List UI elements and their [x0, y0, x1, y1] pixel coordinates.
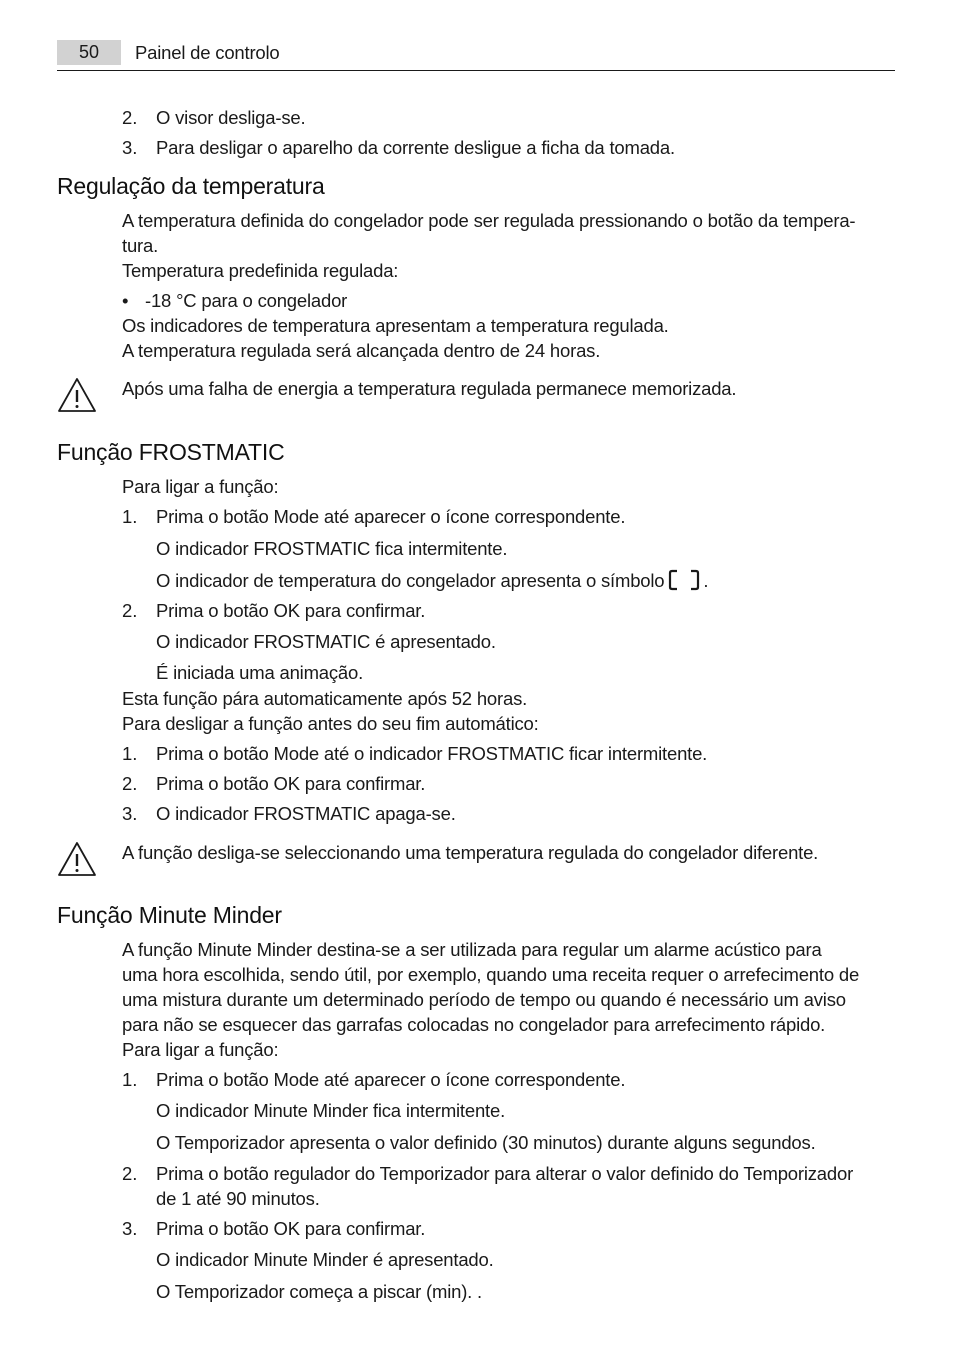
step-text: Para desligar o aparelho da corrente desligue a ficha da tomada.: [156, 137, 675, 158]
page-number: 50: [78, 42, 100, 62]
paragraph-line: Para ligar a função:: [122, 1039, 279, 1060]
step-text: O indicador FROSTMATIC fica intermitente.: [156, 538, 508, 559]
paragraph-line: tura.: [122, 235, 159, 256]
step-text: Prima o botão Mode até aparecer o ícone correspondente.: [156, 1069, 626, 1090]
step-text: O indicador FROSTMATIC é apresentado.: [156, 631, 496, 652]
bullet-text: -18 °C para o congelador: [145, 290, 348, 311]
step-text: O indicador de temperatura do congelador apresenta o símbolo: [156, 570, 665, 591]
paragraph-line: Esta função pára automaticamente após 52 horas.: [122, 688, 528, 709]
step-number: 1.: [122, 1069, 138, 1090]
header-rule: [57, 70, 895, 71]
paragraph-line: Os indicadores de temperatura apresentam a temperatura regulada.: [122, 315, 669, 336]
step-text-suffix: .: [703, 570, 709, 591]
step-number: 2.: [122, 1163, 138, 1184]
section-title: Painel de controlo: [135, 42, 280, 63]
section-heading-frostmatic: Função FROSTMATIC: [57, 439, 285, 465]
paragraph-line: Temperatura predefinida regulada:: [122, 260, 399, 281]
section-heading-minute-minder: Função Minute Minder: [57, 902, 282, 928]
step-text: O indicador Minute Minder fica intermitente.: [156, 1100, 506, 1121]
bracket-frame-icon: [668, 569, 700, 591]
warning-text: Após uma falha de energia a temperatura regulada permanece memorizada.: [122, 378, 737, 399]
step-text: de 1 até 90 minutos.: [156, 1188, 320, 1209]
step-number: 3.: [122, 803, 138, 824]
warning-triangle-icon: [57, 841, 97, 877]
warning-triangle-icon: [57, 377, 97, 413]
step-number: 2.: [122, 600, 138, 621]
step-text: O Temporizador começa a piscar (min). .: [156, 1281, 482, 1302]
step-number: 2.: [122, 107, 138, 128]
step-text: Prima o botão OK para confirmar.: [156, 1218, 426, 1239]
step-text: Prima o botão OK para confirmar.: [156, 600, 426, 621]
step-number: 2.: [122, 773, 138, 794]
paragraph-line: uma hora escolhida, sendo útil, por exemplo, quando uma receita requer o arrefecimento de: [122, 964, 860, 985]
paragraph-line: A função Minute Minder destina-se a ser utilizada para regular um alarme acústico para: [122, 939, 822, 960]
step-text: Prima o botão Mode até o indicador FROSTMATIC ficar intermitente.: [156, 743, 708, 764]
step-text-with-symbol: [156, 568, 708, 593]
step-text: O indicador Minute Minder é apresentado.: [156, 1249, 494, 1270]
paragraph-line: para não se esquecer das garrafas colocadas no congelador para arrefecimento rápido.: [122, 1014, 826, 1035]
step-text: O visor desliga-se.: [156, 107, 306, 128]
paragraph-line: Para desligar a função antes do seu fim automático:: [122, 713, 539, 734]
step-text: Prima o botão Mode até aparecer o ícone correspondente.: [156, 506, 626, 527]
step-number: 1.: [122, 506, 138, 527]
bullet-symbol: •: [122, 290, 129, 311]
paragraph-line: Para ligar a função:: [122, 476, 279, 497]
step-text: É iniciada uma animação.: [156, 662, 364, 683]
step-number: 3.: [122, 137, 138, 158]
page-number-box: [57, 40, 121, 65]
step-text: Prima o botão regulador do Temporizador para alterar o valor definido do Temporizador: [156, 1163, 854, 1184]
warning-text: A função desliga-se seleccionando uma temperatura regulada do congelador diferente.: [122, 842, 819, 863]
step-text: O Temporizador apresenta o valor definido (30 minutos) durante alguns segundos.: [156, 1132, 816, 1153]
paragraph-line: uma mistura durante um determinado período de tempo ou quando é necessário um aviso: [122, 989, 846, 1010]
step-number: 3.: [122, 1218, 138, 1239]
step-text: Prima o botão OK para confirmar.: [156, 773, 426, 794]
paragraph-line: A temperatura regulada será alcançada dentro de 24 horas.: [122, 340, 601, 361]
step-text: O indicador FROSTMATIC apaga-se.: [156, 803, 456, 824]
paragraph-line: A temperatura definida do congelador pode ser regulada pressionando o botão da tempera-: [122, 210, 856, 231]
step-number: 1.: [122, 743, 138, 764]
section-heading-temperature: Regulação da temperatura: [57, 173, 325, 199]
